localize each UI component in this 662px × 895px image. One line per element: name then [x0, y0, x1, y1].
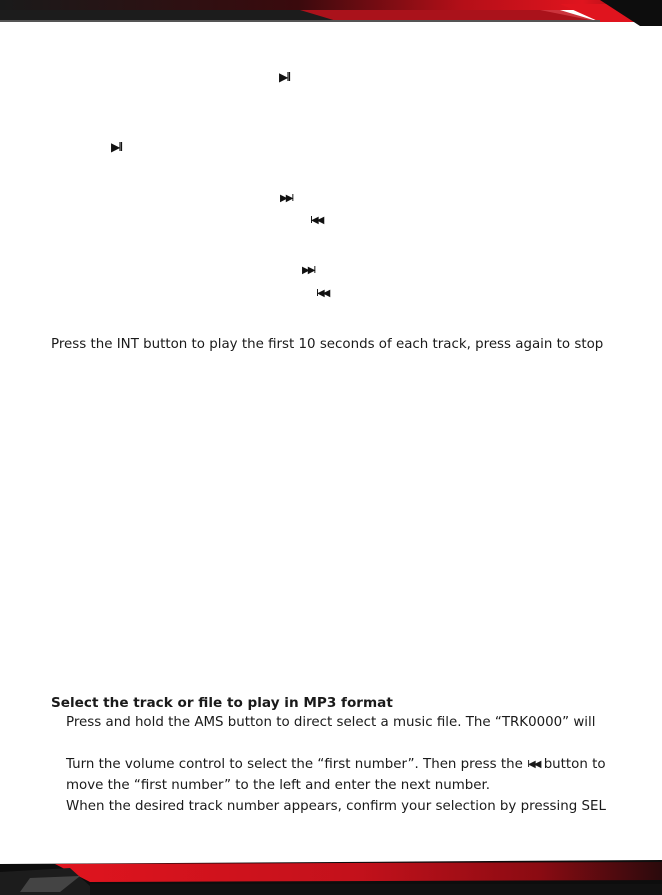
mp3-instruction-line-1: Press and hold the AMS button to direct select a music file. The “TRK0000” will	[66, 715, 596, 730]
mp3-line-2-text-end: button to	[543, 757, 606, 772]
int-instruction: Press the INT button to play the first 10 seconds of each track, press again to stop	[51, 337, 604, 352]
mp3-instruction-line-4: When the desired track number appears, confirm your selection by pressing SEL	[66, 799, 606, 814]
play-pause-icon: ▶II	[111, 140, 122, 154]
mp3-instruction-line-2	[66, 757, 606, 773]
previous-track-icon: I◀◀	[527, 759, 540, 770]
bottom-footer-band	[0, 858, 662, 895]
mp3-line-2-text-start: Turn the volume control to select the “first number”. Then press the	[66, 757, 523, 772]
play-pause-icon: ▶II	[279, 70, 290, 84]
previous-track-icon: I◀◀	[310, 215, 323, 226]
next-track-icon: ▶▶I	[302, 265, 315, 276]
next-track-icon: ▶▶I	[280, 193, 293, 204]
mp3-instruction-line-3: move the “first number” to the left and enter the next number.	[66, 778, 491, 793]
previous-track-icon: I◀◀	[316, 288, 329, 299]
top-header-band	[0, 0, 662, 26]
mp3-section-heading: Select the track or file to play in MP3 format	[51, 695, 393, 711]
